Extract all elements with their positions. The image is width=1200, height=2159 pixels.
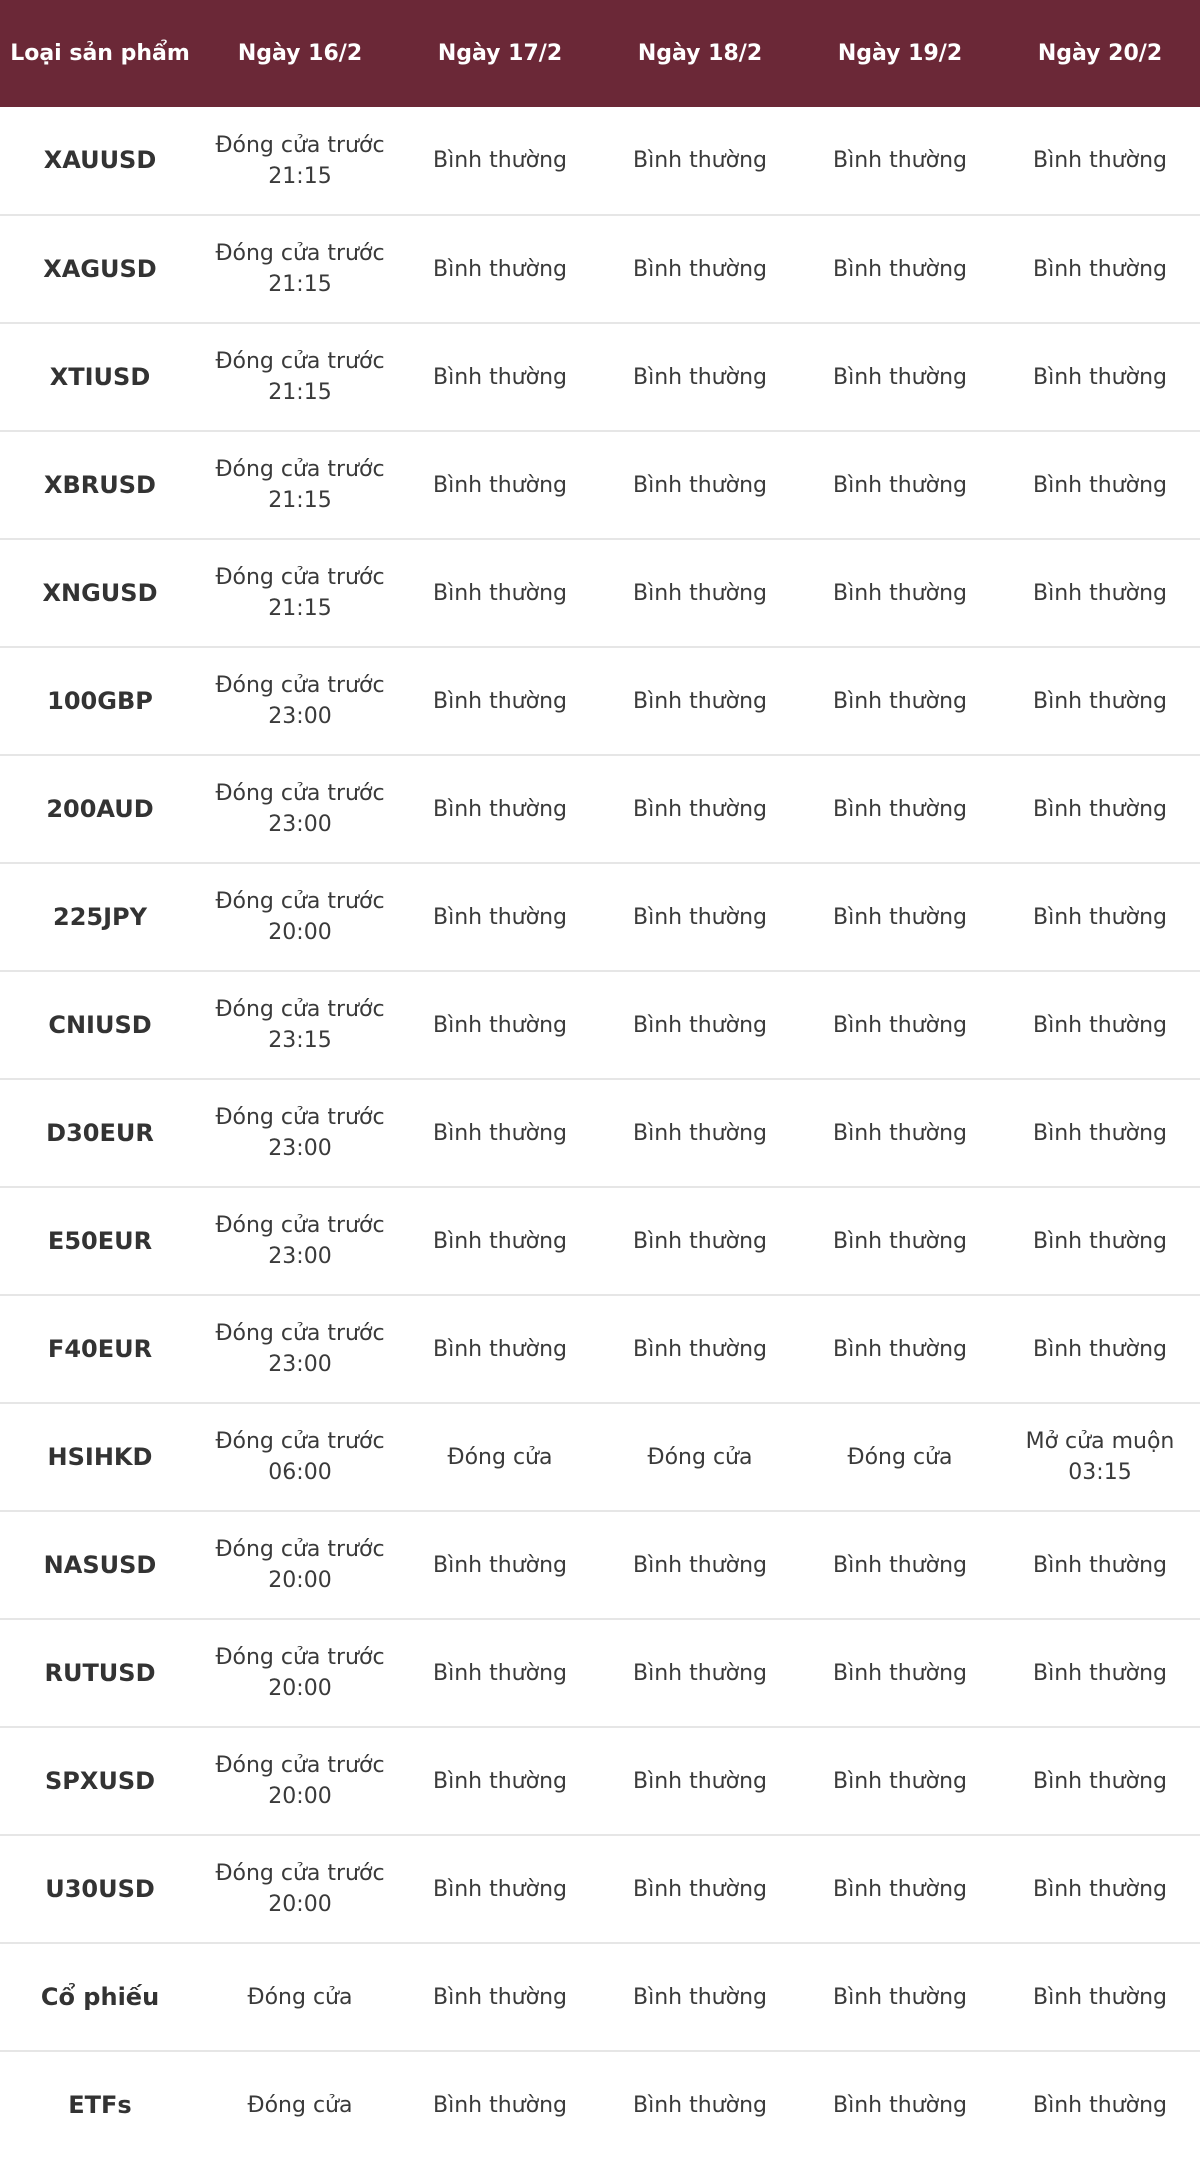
schedule-status-cell: Bình thường: [433, 1984, 567, 2010]
schedule-status-cell: Bình thường: [433, 1120, 567, 1146]
schedule-status-cell: Đóng cửa trước 21:15: [215, 349, 385, 405]
table-row: [0, 971, 1200, 1079]
product-name-cell: CNIUSD: [48, 1010, 152, 1039]
table-row: [0, 1187, 1200, 1295]
column-header-date: Ngày 18/2: [637, 41, 763, 66]
table-row: [0, 1727, 1200, 1835]
product-name-cell: RUTUSD: [44, 1658, 156, 1687]
table-row: [0, 1835, 1200, 1943]
product-name-cell: 225JPY: [53, 902, 147, 931]
schedule-status-cell: Đóng cửa trước 21:15: [215, 241, 385, 297]
schedule-status-cell: Bình thường: [433, 688, 567, 714]
table-row: [0, 539, 1200, 647]
schedule-status-cell: Bình thường: [1033, 1228, 1167, 1254]
product-name-cell: 100GBP: [47, 686, 153, 715]
product-name-cell: D30EUR: [46, 1118, 154, 1147]
column-header-date: Ngày 20/2: [1037, 41, 1163, 66]
schedule-status-cell: Bình thường: [433, 1660, 567, 1686]
schedule-status-cell: Bình thường: [1033, 1336, 1167, 1362]
schedule-status-cell: Bình thường: [1033, 364, 1167, 390]
schedule-status-cell: Đóng cửa trước 21:15: [215, 457, 385, 513]
schedule-status-cell: Bình thường: [1033, 580, 1167, 606]
schedule-status-cell: Bình thường: [1033, 1768, 1167, 1794]
column-header-product: Loại sản phẩm: [10, 41, 190, 66]
schedule-status-cell: Đóng cửa trước 23:00: [215, 1213, 385, 1269]
schedule-status-cell: Bình thường: [433, 1336, 567, 1362]
table-row: [0, 1943, 1200, 2051]
schedule-status-cell: Bình thường: [633, 148, 767, 173]
schedule-status-cell: Bình thường: [1033, 796, 1167, 822]
table-row: [0, 647, 1200, 755]
schedule-status-cell: Đóng cửa trước 21:15: [215, 565, 385, 621]
schedule-status-cell: Đóng cửa: [647, 1444, 753, 1470]
schedule-status-cell: Đóng cửa: [247, 1984, 353, 2010]
schedule-status-cell: Bình thường: [633, 1552, 767, 1578]
schedule-status-cell: Bình thường: [633, 1120, 767, 1146]
schedule-status-cell: Bình thường: [1033, 904, 1167, 930]
schedule-status-cell: Bình thường: [633, 364, 767, 390]
schedule-status-cell: Đóng cửa trước 21:15: [215, 132, 385, 189]
table-row: [0, 1403, 1200, 1511]
schedule-status-cell: Bình thường: [1033, 688, 1167, 714]
schedule-status-cell: Đóng cửa trước 20:00: [215, 1861, 385, 1917]
schedule-status-cell: Bình thường: [633, 904, 767, 930]
schedule-status-cell: Đóng cửa trước 23:15: [215, 997, 385, 1053]
column-header-date: Ngày 16/2: [237, 41, 363, 66]
header-row: [0, 0, 1200, 107]
schedule-status-cell: Bình thường: [433, 1012, 567, 1038]
schedule-status-cell: Bình thường: [1033, 1876, 1167, 1902]
schedule-status-cell: Đóng cửa trước 06:00: [215, 1429, 385, 1485]
schedule-status-cell: Bình thường: [1033, 148, 1167, 173]
table-row: [0, 1079, 1200, 1187]
schedule-status-cell: Bình thường: [833, 1768, 967, 1794]
schedule-status-cell: Bình thường: [433, 1552, 567, 1578]
product-name-cell: SPXUSD: [44, 1766, 156, 1795]
table-row: [0, 431, 1200, 539]
product-name-cell: XBRUSD: [44, 470, 156, 499]
schedule-status-cell: Bình thường: [433, 796, 567, 822]
table-row: [0, 107, 1200, 215]
schedule-status-cell: Bình thường: [633, 688, 767, 714]
table-header: [0, 0, 1200, 107]
table-row: [0, 1295, 1200, 1403]
table-row: [0, 863, 1200, 971]
schedule-status-cell: Bình thường: [633, 1336, 767, 1362]
schedule-status-cell: Bình thường: [1033, 1660, 1167, 1686]
schedule-status-cell: Bình thường: [633, 1660, 767, 1686]
schedule-status-cell: Đóng cửa trước 20:00: [215, 1537, 385, 1593]
schedule-status-cell: Bình thường: [633, 2093, 767, 2118]
schedule-status-cell: Bình thường: [633, 580, 767, 606]
schedule-status-cell: Bình thường: [633, 472, 767, 498]
schedule-status-cell: Bình thường: [833, 1120, 967, 1146]
schedule-status-cell: Bình thường: [433, 1228, 567, 1254]
schedule-status-cell: Bình thường: [1033, 1552, 1167, 1578]
schedule-status-cell: Bình thường: [833, 148, 967, 173]
schedule-status-cell: Bình thường: [433, 364, 567, 390]
product-name-cell: ETFs: [68, 2091, 132, 2119]
schedule-status-cell: Bình thường: [433, 1768, 567, 1794]
schedule-status-cell: Bình thường: [833, 472, 967, 498]
schedule-status-cell: Bình thường: [833, 1984, 967, 2010]
schedule-status-cell: Bình thường: [1033, 1012, 1167, 1038]
schedule-status-cell: Đóng cửa trước 23:00: [215, 673, 385, 729]
schedule-status-cell: Bình thường: [1033, 472, 1167, 498]
schedule-status-cell: Bình thường: [833, 2093, 967, 2118]
schedule-status-cell: Bình thường: [833, 688, 967, 714]
schedule-status-cell: Bình thường: [833, 1552, 967, 1578]
product-name-cell: 200AUD: [46, 794, 154, 823]
schedule-status-cell: Bình thường: [833, 1012, 967, 1038]
product-name-cell: XTIUSD: [49, 362, 151, 391]
schedule-status-cell: Bình thường: [1033, 2093, 1167, 2118]
table-row: [0, 1619, 1200, 1727]
product-name-cell: E50EUR: [47, 1226, 153, 1255]
schedule-status-cell: Bình thường: [833, 904, 967, 930]
product-name-cell: XNGUSD: [42, 578, 158, 607]
schedule-status-cell: Bình thường: [833, 1876, 967, 1902]
table-row: [0, 2051, 1200, 2159]
schedule-status-cell: Đóng cửa: [447, 1444, 553, 1470]
column-header-date: Ngày 19/2: [837, 41, 963, 66]
schedule-status-cell: Bình thường: [433, 148, 567, 173]
table-row: [0, 323, 1200, 431]
product-name-cell: F40EUR: [47, 1334, 153, 1363]
schedule-status-cell: Mở cửa muộn 03:15: [1025, 1429, 1175, 1485]
schedule-status-cell: Đóng cửa trước 23:00: [215, 1321, 385, 1377]
product-name-cell: U30USD: [45, 1874, 155, 1903]
schedule-status-cell: Bình thường: [633, 1984, 767, 2010]
schedule-status-cell: Bình thường: [633, 1228, 767, 1254]
schedule-status-cell: Bình thường: [1033, 256, 1167, 282]
schedule-status-cell: Bình thường: [633, 1012, 767, 1038]
schedule-status-cell: Bình thường: [1033, 1120, 1167, 1146]
schedule-status-cell: Đóng cửa: [847, 1444, 953, 1470]
schedule-status-cell: Bình thường: [833, 580, 967, 606]
schedule-status-cell: Bình thường: [833, 1336, 967, 1362]
schedule-status-cell: Bình thường: [1033, 1984, 1167, 2010]
schedule-status-cell: Bình thường: [633, 256, 767, 282]
table-row: [0, 755, 1200, 863]
schedule-status-cell: Đóng cửa: [247, 2093, 353, 2118]
schedule-status-cell: Bình thường: [433, 472, 567, 498]
schedule-status-cell: Bình thường: [833, 1228, 967, 1254]
schedule-status-cell: Đóng cửa trước 20:00: [215, 1753, 385, 1809]
schedule-status-cell: Bình thường: [633, 1768, 767, 1794]
table-row: [0, 215, 1200, 323]
schedule-status-cell: Đóng cửa trước 20:00: [215, 889, 385, 945]
schedule-status-cell: Bình thường: [833, 796, 967, 822]
product-name-cell: NASUSD: [43, 1550, 157, 1579]
schedule-status-cell: Bình thường: [833, 256, 967, 282]
schedule-status-cell: Bình thường: [433, 2093, 567, 2118]
schedule-status-cell: Bình thường: [433, 256, 567, 282]
product-name-cell: HSIHKD: [47, 1442, 153, 1471]
table-body: [0, 107, 1200, 2159]
schedule-status-cell: Bình thường: [833, 364, 967, 390]
product-name-cell: XAGUSD: [43, 254, 157, 283]
schedule-status-cell: Đóng cửa trước 20:00: [215, 1645, 385, 1701]
product-name-cell: XAUUSD: [43, 146, 157, 174]
schedule-status-cell: Bình thường: [633, 796, 767, 822]
product-name-cell: Cổ phiếu: [40, 1982, 160, 2011]
schedule-status-cell: Đóng cửa trước 23:00: [215, 1105, 385, 1161]
column-header-date: Ngày 17/2: [437, 41, 563, 66]
schedule-status-cell: Bình thường: [433, 904, 567, 930]
schedule-status-cell: Bình thường: [633, 1876, 767, 1902]
schedule-status-cell: Bình thường: [433, 1876, 567, 1902]
schedule-status-cell: Bình thường: [833, 1660, 967, 1686]
table-row: [0, 1511, 1200, 1619]
schedule-status-cell: Đóng cửa trước 23:00: [215, 781, 385, 837]
schedule-status-cell: Bình thường: [433, 580, 567, 606]
